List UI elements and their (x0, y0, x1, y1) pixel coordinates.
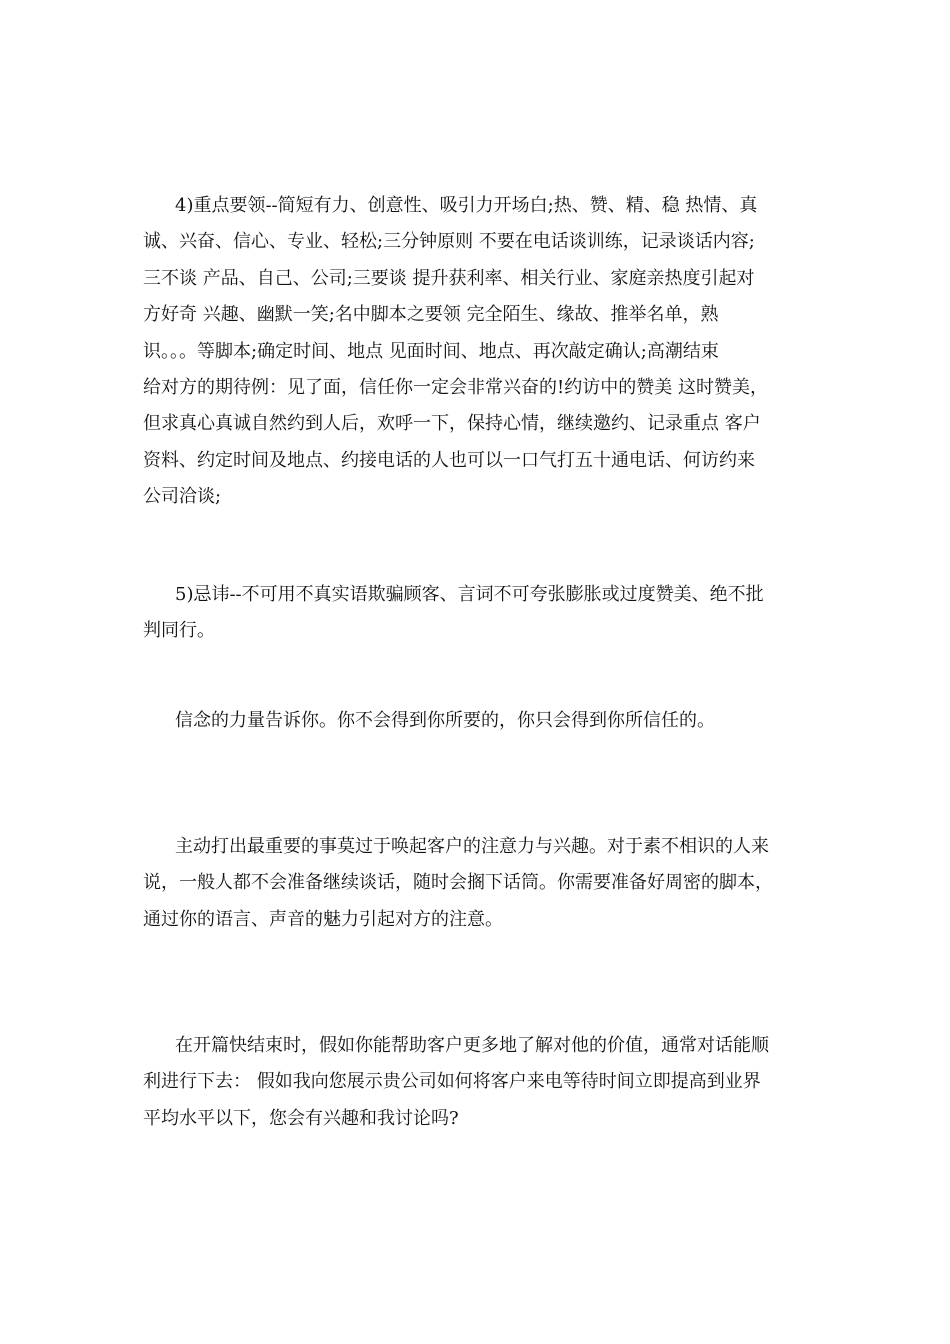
text-line: 在开篇快结束时，假如你能帮助客户更多地了解对他的价值，通常对话能顺 (175, 1035, 769, 1056)
paragraph-attention (143, 829, 807, 938)
text-line: 判同行。 (143, 620, 215, 642)
text-line: 给对方的期待例：见了面，信任你一定会非常兴奋的!约访中的赞美 这时赞美， (143, 376, 768, 398)
text-line: 说，一般人都不会准备继续谈话，随时会搁下话筒。你需要准备好周密的脚本， (143, 872, 773, 894)
text-line: 公司洽谈; (143, 486, 222, 508)
text-line: 信念的力量告诉你。你不会得到你所要的，你只会得到你所信任的。 (175, 710, 715, 731)
text-line: 平均水平以下，您会有兴趣和我讨论吗? (143, 1107, 459, 1129)
paragraph-belief (143, 703, 807, 739)
text-line: 通过你的语言、声音的魅力引起对方的注意。 (143, 908, 503, 930)
text-line: 资料、约定时间及地点、约接电话的人也可以一口气打五十通电话、何访约来 (143, 449, 755, 471)
text-line: 5)忌讳--不可用不真实语欺骗顾客、言词不可夸张膨胀或过度赞美、绝不批 (175, 584, 764, 605)
paragraph-key-points (143, 188, 807, 516)
text-line: 4)重点要领--简短有力、创意性、吸引力开场白;热、赞、精、稳 热情、真 (175, 195, 758, 216)
text-line: 方好奇 兴趣、幽默一笑;名中脚本之要领 完全陌生、缘故、推举名单，熟 (143, 304, 719, 326)
text-line: 利进行下去： 假如我向您展示贵公司如何将客户来电等待时间立即提高到业界 (143, 1071, 761, 1093)
text-line: 但求真心真诚自然约到人后，欢呼一下，保持心情，继续邀约、记录重点 客户 (143, 413, 761, 435)
text-line: 识。。。等脚本;确定时间、地点 见面时间、地点、再次敲定确认;高潮结束 (143, 340, 719, 362)
text-line: 主动打出最重要的事莫过于唤起客户的注意力与兴趣。对于素不相识的人来 (175, 836, 769, 857)
paragraph-opening-close (143, 1028, 807, 1137)
paragraph-taboos (143, 577, 807, 650)
text-line: 诚、兴奋、信心、专业、轻松;三分钟原则 不要在电话谈训练，记录谈话内容; (143, 231, 755, 253)
text-line: 三不谈 产品、自己、公司;三要谈 提升获利率、相关行业、家庭亲热度引起对 (143, 267, 755, 289)
